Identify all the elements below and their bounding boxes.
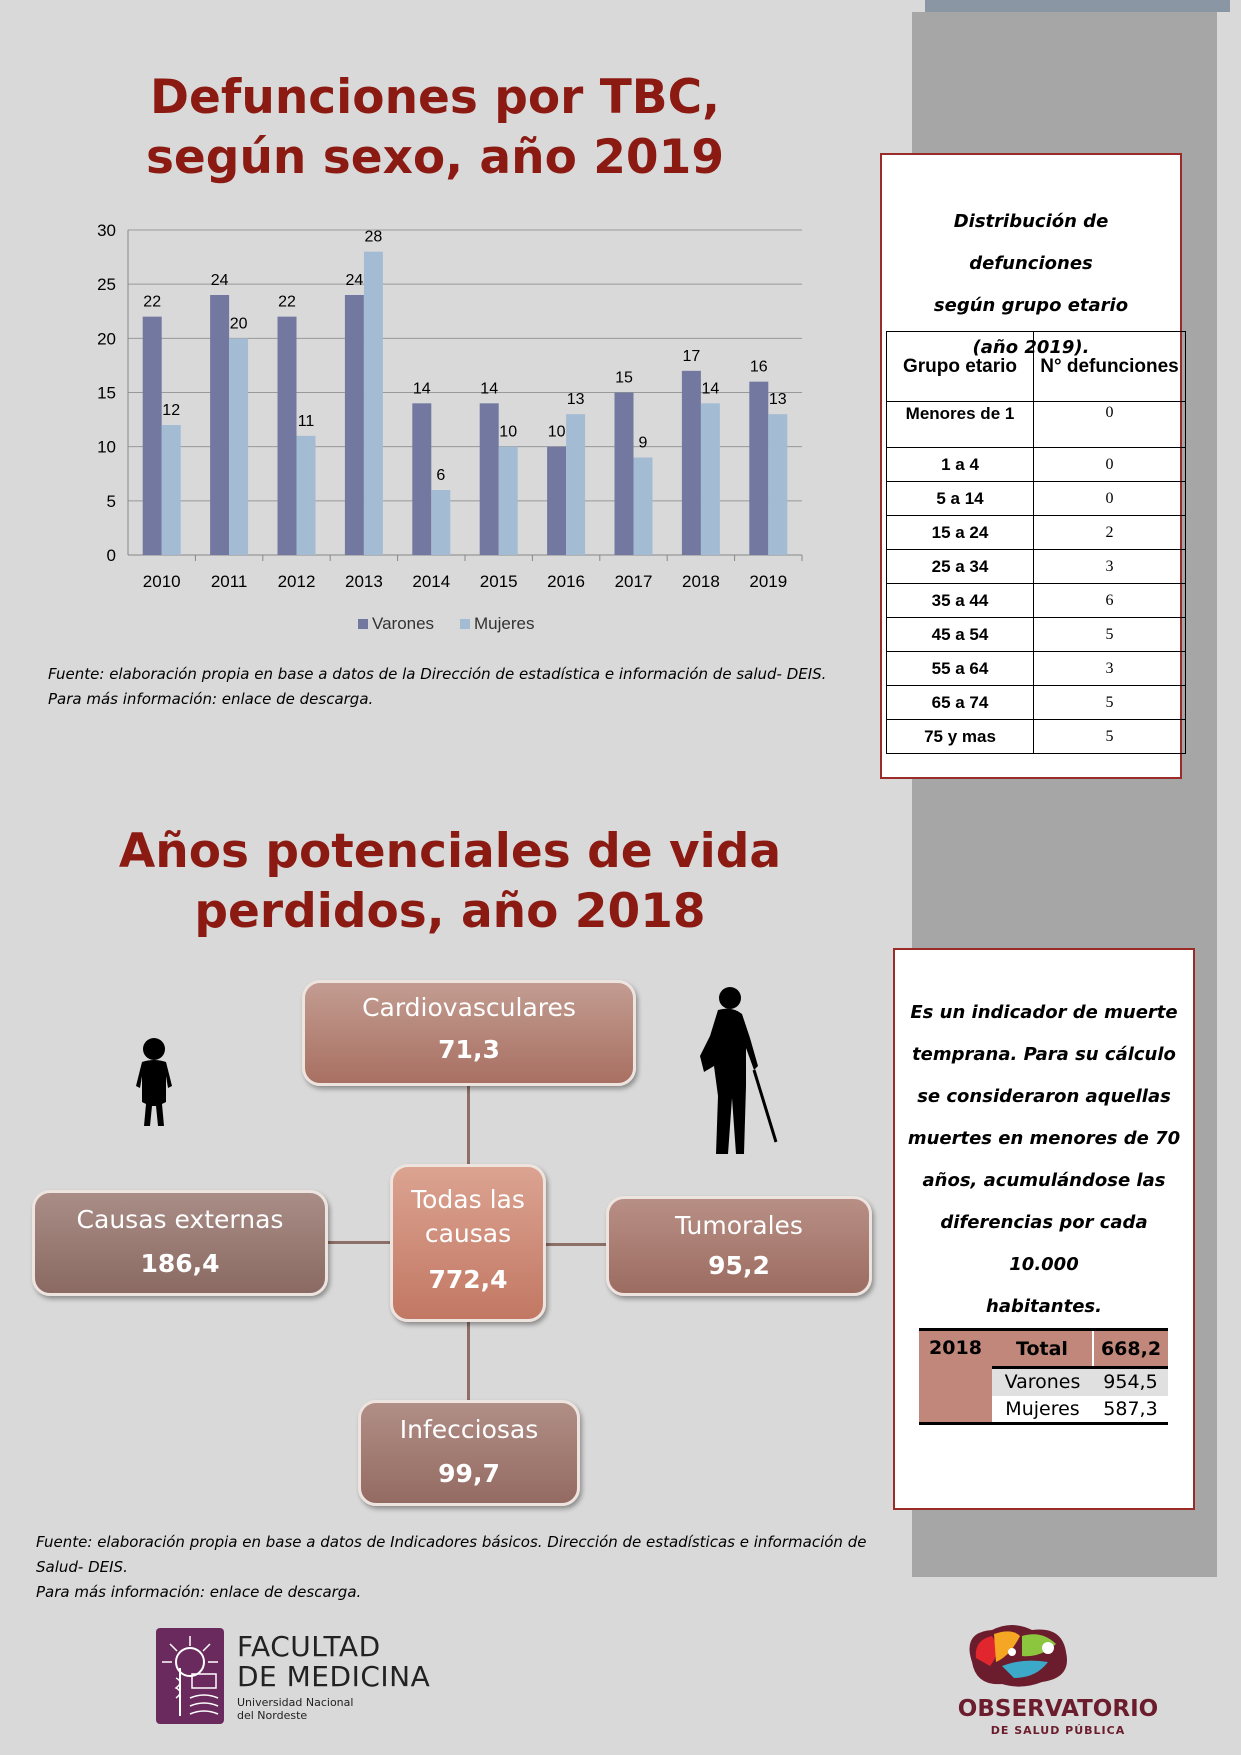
y-tick-label: 10 <box>97 437 116 457</box>
connector-top <box>467 1086 470 1166</box>
x-tick-label: 2017 <box>614 572 653 591</box>
tbc-title-line1: Defunciones por TBC, <box>150 70 720 125</box>
ypll-total-row <box>919 1330 1168 1368</box>
todas-label-line2: causas <box>424 1219 512 1248</box>
bar-mujeres <box>701 403 720 555</box>
bar-mujeres <box>297 436 316 555</box>
age-group-cell: 25 a 34 <box>887 550 1034 584</box>
indicator-line2: temprana. Para su cálculo <box>912 1044 1176 1065</box>
tbc-source-line2: Para más información: enlace de descarga. <box>48 690 374 708</box>
data-label: 24 <box>210 272 229 289</box>
data-label: 13 <box>566 391 585 409</box>
age-caption-line2: según grupo etario <box>933 295 1129 316</box>
header-count: N° defunciones <box>1034 332 1186 402</box>
x-tick-label: 2016 <box>547 572 586 591</box>
data-label: 24 <box>345 272 364 289</box>
bar-varones <box>749 382 768 555</box>
age-table-header <box>887 332 1186 402</box>
ypll-source-line1: Fuente: elaboración propia en base a datos de Indicadores básicos. Dirección de estadísticas e información de <box>36 1533 867 1551</box>
ypll-summary-table <box>919 1328 1168 1425</box>
age-group-cell: 5 a 14 <box>887 482 1034 516</box>
data-label: 6 <box>436 467 446 484</box>
age-count-cell: 5 <box>1034 720 1186 754</box>
ypll-total-value: 668,2 <box>1093 1330 1168 1368</box>
node-todas-las-causas <box>390 1164 546 1322</box>
bar-varones <box>412 403 431 555</box>
indicator-line4: muertes en menores de 70 <box>907 1128 1181 1149</box>
ypll-male-value: 954,5 <box>1093 1368 1168 1396</box>
connector-left <box>328 1241 392 1244</box>
tbc-source <box>48 662 848 712</box>
data-label: 15 <box>615 369 633 387</box>
indicator-line7: habitantes. <box>986 1296 1102 1317</box>
age-group-cell: 1 a 4 <box>887 448 1034 482</box>
data-label: 14 <box>412 380 431 398</box>
x-tick-label: 2010 <box>142 572 181 591</box>
age-table-row <box>887 584 1186 618</box>
ypll-male-label: Varones <box>992 1368 1093 1396</box>
data-label: 22 <box>143 293 162 311</box>
y-tick-label: 20 <box>97 329 116 349</box>
header-group: Grupo etario <box>887 332 1034 402</box>
ypll-title-line1: Años potenciales de vida <box>118 824 782 879</box>
faculty-logo-icon <box>156 1628 224 1724</box>
bar-mujeres <box>229 338 248 555</box>
tbc-bar-chart <box>80 215 820 635</box>
faculty-line3: Universidad Nacional <box>237 1696 354 1709</box>
indicator-line3: se consideraron aquellas <box>917 1086 1171 1107</box>
x-tick-label: 2018 <box>681 572 720 591</box>
age-group-cell: 55 a 64 <box>887 652 1034 686</box>
age-table-row <box>887 516 1186 550</box>
bar-varones <box>143 317 162 555</box>
bar-mujeres <box>566 414 585 555</box>
age-table-row <box>887 686 1186 720</box>
faculty-logo-text <box>237 1632 430 1722</box>
age-group-cell: 35 a 44 <box>887 584 1034 618</box>
x-tick-label: 2019 <box>749 572 788 591</box>
ypll-total-label: Total <box>992 1330 1093 1368</box>
age-count-cell: 5 <box>1034 686 1186 720</box>
data-label: 11 <box>297 412 315 430</box>
bar-varones <box>278 317 297 555</box>
connector-bottom <box>467 1320 470 1402</box>
ypll-year: 2018 <box>919 1330 992 1424</box>
externas-label: Causas externas <box>76 1205 284 1234</box>
data-label: 22 <box>278 293 296 311</box>
age-count-cell: 2 <box>1034 516 1186 550</box>
bar-varones <box>345 295 364 555</box>
cardio-label: Cardiovasculares <box>362 993 576 1022</box>
ypll-source <box>36 1530 876 1605</box>
bar-varones <box>682 371 701 555</box>
tbc-title-line2: según sexo, año 2019 <box>145 130 725 185</box>
indicator-line5: años, acumulándose las <box>922 1170 1166 1191</box>
child-silhouette-icon <box>128 1036 180 1130</box>
ypll-female-value: 587,3 <box>1093 1396 1168 1424</box>
data-label: 14 <box>701 380 720 398</box>
cardio-value: 71,3 <box>438 1035 500 1064</box>
y-tick-label: 25 <box>97 275 116 295</box>
elderly-silhouette-icon <box>692 986 780 1161</box>
ypll-female-label: Mujeres <box>992 1396 1093 1424</box>
age-group-cell: 65 a 74 <box>887 686 1034 720</box>
age-table-row <box>887 652 1186 686</box>
x-tick-label: 2015 <box>479 572 518 591</box>
faculty-line1: FACULTAD <box>237 1630 381 1663</box>
bar-varones <box>210 295 229 555</box>
age-count-cell: 0 <box>1034 482 1186 516</box>
y-tick-label: 30 <box>97 221 116 240</box>
bar-mujeres <box>162 425 181 555</box>
age-count-cell: 3 <box>1034 550 1186 584</box>
observatory-logo-icon <box>962 1622 1072 1690</box>
age-caption-line1: Distribución de defunciones <box>953 211 1109 274</box>
data-label: 16 <box>749 358 768 376</box>
data-label: 10 <box>547 423 566 441</box>
y-tick-label: 5 <box>106 491 116 511</box>
x-tick-label: 2014 <box>412 572 451 591</box>
data-label: 9 <box>638 434 648 452</box>
bar-mujeres <box>431 490 450 555</box>
age-table-row <box>887 402 1186 448</box>
node-infecciosas <box>358 1400 580 1506</box>
bar-mujeres <box>634 458 653 556</box>
todas-value: 772,4 <box>428 1265 508 1294</box>
ypll-title <box>90 822 810 942</box>
data-label: 20 <box>229 315 248 333</box>
indicator-line6: diferencias por cada 10.000 <box>940 1212 1148 1275</box>
age-table-row <box>887 618 1186 652</box>
legend-swatch-varones <box>358 619 368 629</box>
infecciosas-label: Infecciosas <box>399 1415 539 1444</box>
x-tick-label: 2011 <box>210 572 248 591</box>
connector-right <box>546 1243 608 1246</box>
age-count-cell: 0 <box>1034 402 1186 448</box>
observatory-line2: DE SALUD PÚBLICA <box>990 1724 1126 1737</box>
tbc-source-line1: Fuente: elaboración propia en base a datos de la Dirección de estadística e información de salud- DEIS. <box>48 665 827 683</box>
age-group-cell: 15 a 24 <box>887 516 1034 550</box>
age-table-row <box>887 448 1186 482</box>
todas-label-line1: Todas las <box>411 1185 525 1214</box>
data-label: 13 <box>768 391 787 409</box>
ypll-title-line2: perdidos, año 2018 <box>194 884 706 939</box>
y-tick-label: 15 <box>97 383 116 403</box>
y-tick-label: 0 <box>106 546 116 565</box>
bar-mujeres <box>499 447 518 555</box>
age-group-cell: 75 y mas <box>887 720 1034 754</box>
data-label: 12 <box>162 402 181 419</box>
data-label: 10 <box>499 423 518 441</box>
age-count-cell: 3 <box>1034 652 1186 686</box>
age-group-cell: Menores de 1 <box>887 402 1034 448</box>
age-table <box>886 331 1186 754</box>
externas-value: 186,4 <box>140 1249 220 1278</box>
bar-mujeres <box>364 252 383 555</box>
x-tick-label: 2012 <box>277 572 316 591</box>
age-count-cell: 6 <box>1034 584 1186 618</box>
age-table-row <box>887 720 1186 754</box>
ypll-source-line2: Salud- DEIS. <box>36 1558 128 1576</box>
data-label: 14 <box>480 380 499 398</box>
bar-varones <box>480 403 499 555</box>
tumorales-value: 95,2 <box>708 1251 770 1280</box>
node-causas-externas <box>32 1190 328 1296</box>
age-table-row <box>887 482 1186 516</box>
data-label: 28 <box>364 228 383 246</box>
infecciosas-value: 99,7 <box>438 1459 500 1488</box>
bar-varones <box>547 447 566 555</box>
legend-label: Varones <box>372 614 435 633</box>
tumorales-label: Tumorales <box>675 1211 803 1240</box>
ypll-indicator-panel <box>893 948 1195 1510</box>
legend-swatch-mujeres <box>460 619 470 629</box>
data-label: 17 <box>682 347 701 365</box>
observatory-line1: OBSERVATORIO <box>957 1696 1159 1722</box>
age-distribution-panel <box>880 153 1182 779</box>
age-caption-line3: (año 2019). <box>972 337 1090 358</box>
age-group-cell: 45 a 54 <box>887 618 1034 652</box>
ypll-source-line3: Para más información: enlace de descarga. <box>36 1583 362 1601</box>
faculty-line2: DE MEDICINA <box>237 1660 431 1693</box>
indicator-description <box>907 992 1181 1328</box>
legend-label: Mujeres <box>474 614 535 633</box>
bar-mujeres <box>768 414 787 555</box>
x-tick-label: 2013 <box>344 572 383 591</box>
node-tumorales <box>606 1196 872 1296</box>
age-table-row <box>887 550 1186 584</box>
faculty-line4: del Nordeste <box>237 1709 308 1722</box>
node-cardiovasculares <box>302 980 636 1086</box>
tbc-title <box>110 68 760 188</box>
sidebar-top-band <box>925 0 1230 12</box>
bar-varones <box>615 393 634 556</box>
age-count-cell: 0 <box>1034 448 1186 482</box>
age-count-cell: 5 <box>1034 618 1186 652</box>
indicator-line1: Es un indicador de muerte <box>910 1002 1178 1023</box>
